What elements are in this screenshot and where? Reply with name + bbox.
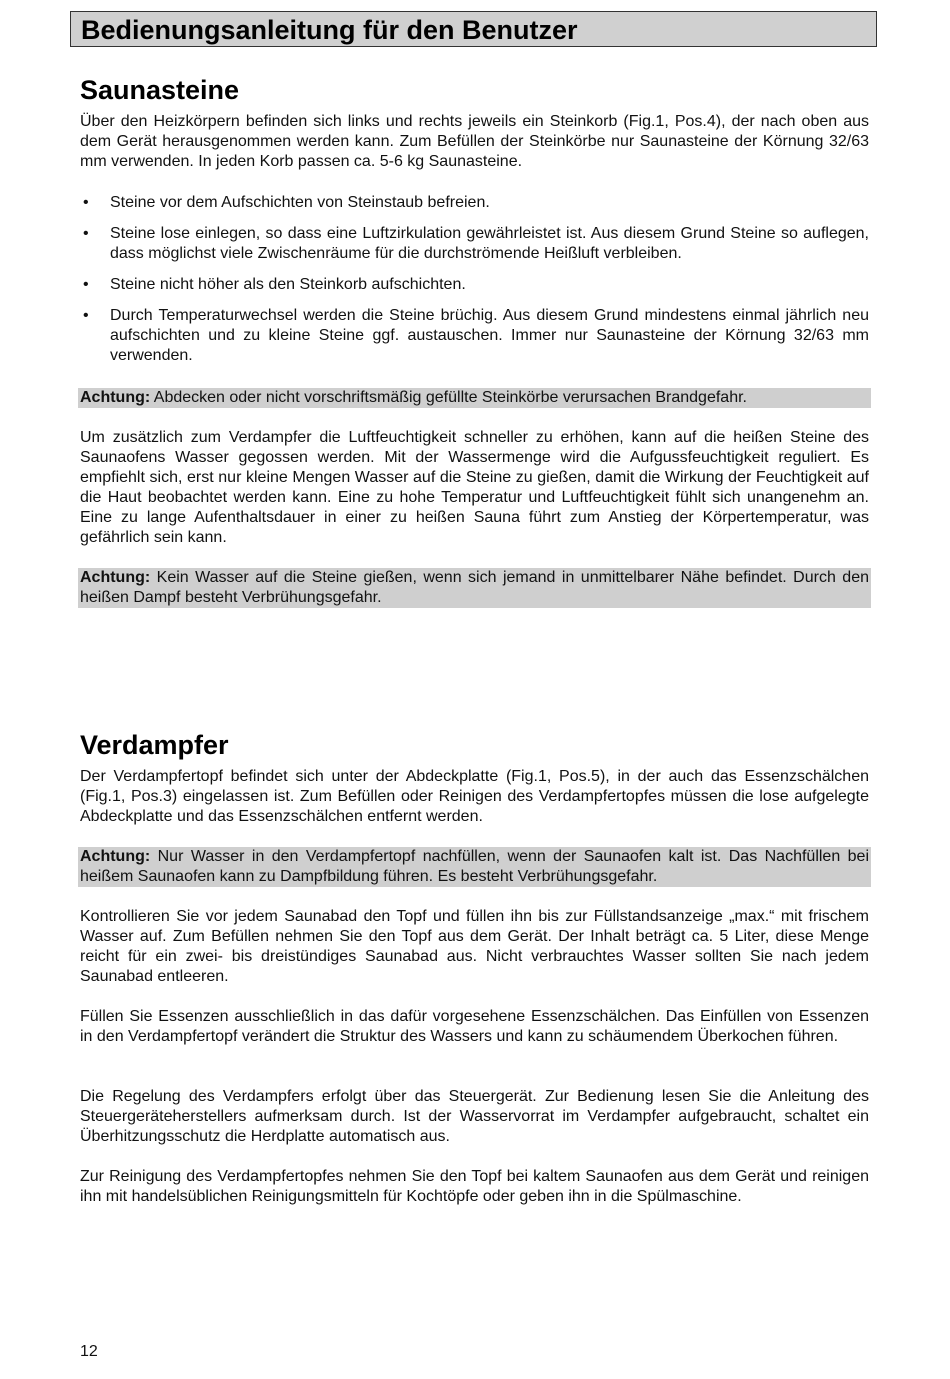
warning-text: Kein Wasser auf die Steine gießen, wenn sich jemand in unmittelbarer Nähe befindet. Durch den heißen Dampf besteht Verbrühungsgefahr. [80,569,869,606]
warning-box-nachfuellen [78,847,871,887]
header-title: Bedienungsanleitung für den Benutzer [81,15,578,45]
warning-label: Achtung: [80,848,151,865]
bullet-icon: • [83,307,89,324]
bullet-icon: • [83,225,89,242]
section-title-saunasteine: Saunasteine [80,75,240,105]
saunasteine-aufguss-paragraph: Um zusätzlich zum Verdampfer die Luftfeuchtigkeit schneller zu erhöhen, kann auf die heißen Steine des Saunaofens Wasser gegossen werden. Mit der Wassermenge wird die Aufgussfeuchtigkeit reguliert. Es empfiehlt sich, erst nur kleine Mengen Wasser auf die Steine zu gießen, damit die Wirkung der Feuchtigkeit auf die Haut beobachtet werden kann. Eine zu hohe Temperatur und Luftfeuchtigkeit fühlt sich unangenehm an. Eine zu lange Aufenthaltsdauer in einer zu heißen Sauna führt zum Anstieg der Körpertemperatur, was gefährlich sein kann. [80,429,869,546]
bullet-icon: • [83,194,89,211]
verdampfer-fuellstand-paragraph: Kontrollieren Sie vor jedem Saunabad den Topf und füllen ihn bis zur Füllstandsanzeige „max.“ mit frischem Wasser auf. Zum Befüllen nehmen Sie den Topf aus dem Gerät. Der Inhalt beträgt ca. 5 Liter, diese Menge reicht für ein zwei- bis dreistündiges Saunabad aus. Nicht verbrauchtes Wasser sollten Sie nach jedem Saunabad entleeren. [80,908,869,985]
verdampfer-regelung-paragraph: Die Regelung des Verdampfers erfolgt über das Steuergerät. Zur Bedienung lesen Sie die Anleitung des Steuergeräteherstellers aufmerksam durch. Ist der Wasservorrat im Verdampfer aufgebraucht, schaltet ein Überhitzungsschutz die Herdplatte automatisch aus. [80,1088,869,1145]
bullet-icon: • [83,276,89,293]
bullet-text: Steine vor dem Aufschichten von Steinstaub befreien. [110,194,490,211]
list-item [80,275,869,295]
list-item [80,193,869,213]
warning-text: Nur Wasser in den Verdampfertopf nachfüllen, wenn der Saunaofen kalt ist. Das Nachfüllen bei heißem Saunaofen kann zu Dampfbildung führen. Es besteht Verbrühungsgefahr. [80,848,869,885]
bullet-text: Steine lose einlegen, so dass eine Luftzirkulation gewährleistet ist. Aus diesem Grund Steine so auflegen, dass möglichst viele Zwischenräume für die durchströmende Heißluft verbleiben. [110,225,869,262]
verdampfer-intro: Der Verdampfertopf befindet sich unter der Abdeckplatte (Fig.1, Pos.5), in der auch das Essenzschälchen (Fig.1, Pos.3) eingelassen ist. Zum Befüllen oder Reinigen des Verdampfertopfes müssen die lose aufgelegte Abdeckplatte und das Essenzschälchen entfernt werden. [80,768,869,825]
verdampfer-essenzen-paragraph: Füllen Sie Essenzen ausschließlich in das dafür vorgesehene Essenzschälchen. Das Einfüllen von Essenzen in den Verdampfertopf verändert die Struktur des Wassers und kann zu schäumendem Überkochen führen. [80,1008,869,1045]
bullet-text: Steine nicht höher als den Steinkorb aufschichten. [110,276,466,293]
warning-box-verbruehung [78,568,871,608]
verdampfer-reinigung-paragraph: Zur Reinigung des Verdampfertopfes nehmen Sie den Topf bei kaltem Saunaofen aus dem Gerät und reinigen ihn mit handelsüblichen Reinigungsmitteln für Kochtöpfe oder geben ihn in die Spülmaschine. [80,1168,869,1205]
list-item [80,306,869,366]
saunasteine-bullet-list [80,193,869,366]
warning-label: Achtung: [80,569,151,586]
warning-text: Abdecken oder nicht vorschriftsmäßig gefüllte Steinkörbe verursachen Brandgefahr. [150,389,747,406]
list-item [80,224,869,264]
page-number: 12 [80,1343,98,1360]
saunasteine-intro: Über den Heizkörpern befinden sich links und rechts jeweils ein Steinkorb (Fig.1, Pos.4), der nach oben aus dem Gerät herausgenommen werden kann. Zum Befüllen der Steinkörbe nur Saunasteine der Körnung 32/63 mm verwenden. In jeden Korb passen ca. 5-6 kg Saunasteine. [80,113,869,170]
warning-box-brandgefahr [78,388,871,408]
bullet-text: Durch Temperaturwechsel werden die Steine brüchig. Aus diesem Grund mindestens einmal jährlich neu aufschichten und zu kleine Steine ggf. austauschen. Immer nur Saunasteine der Körnung 32/63 mm verwenden. [110,307,869,364]
section-title-verdampfer: Verdampfer [80,730,229,760]
header-bar [70,11,877,47]
warning-label: Achtung: [80,389,151,406]
